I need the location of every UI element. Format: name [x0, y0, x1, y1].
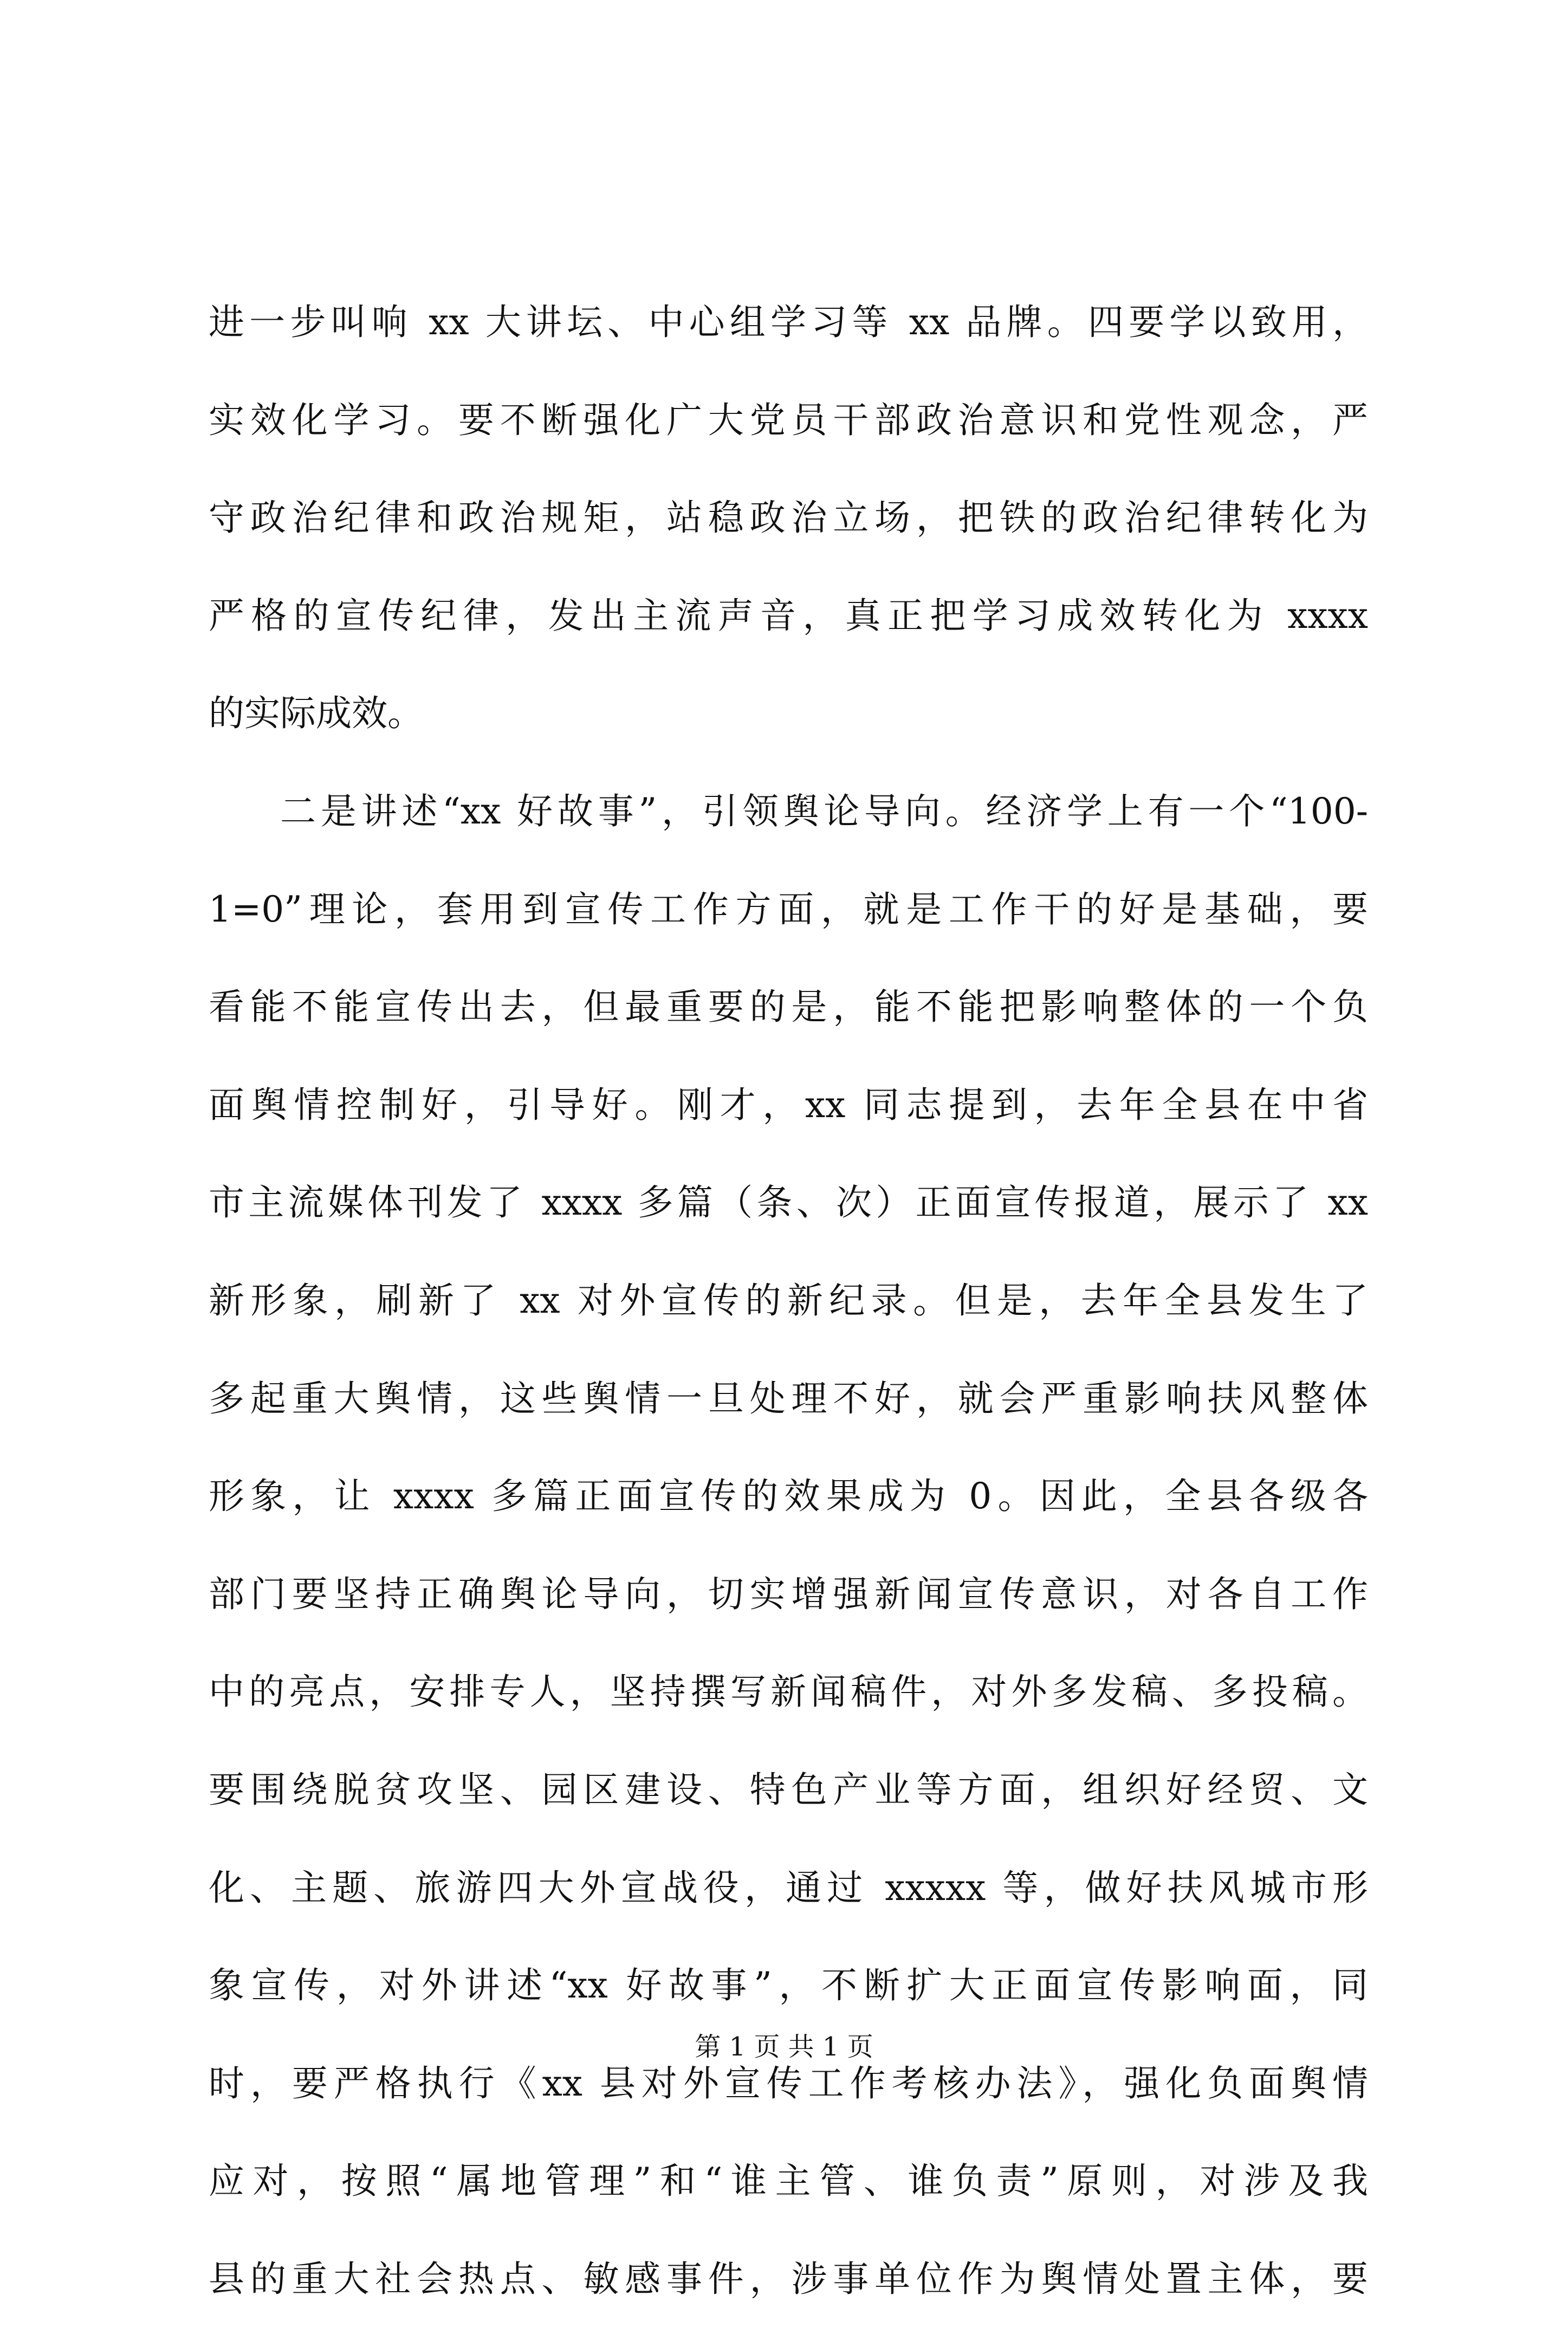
text-line: 1=0”理论，套用到宣传工作方面，就是工作干的好是基础，要 — [209, 888, 1368, 930]
text-line: 进一步叫响 xx 大讲坛、中心组学习等 xx 品牌。四要学以致用， — [209, 301, 1368, 343]
text-line: 多起重大舆情，这些舆情一旦处理不好，就会严重影响扶风整体 — [209, 1377, 1368, 1419]
text-line: 化、主题、旅游四大外宣战役，通过 xxxxx 等，做好扶风城市形 — [209, 1866, 1368, 1909]
text-line: 应对，按照“属地管理”和“谁主管、谁负责”原则，对涉及我 — [209, 2160, 1368, 2202]
text-line: 要围绕脱贫攻坚、园区建设、特色产业等方面，组织好经贸、文 — [209, 1768, 1368, 1811]
text-line: 二是讲述“xx 好故事”，引领舆论导向。经济学上有一个“100- — [280, 790, 1368, 832]
text-line: 形象，让 xxxx 多篇正面宣传的效果成为 0。因此，全县各级各 — [209, 1475, 1368, 1518]
text-line: 守政治纪律和政治规矩，站稳政治立场，把铁的政治纪律转化为 — [209, 497, 1368, 539]
text-line: 实效化学习。要不断强化广大党员干部政治意识和党性观念，严 — [209, 399, 1368, 441]
text-line: 县的重大社会热点、敏感事件，涉事单位作为舆情处置主体，要 — [209, 2258, 1368, 2300]
text-line: 面舆情控制好，引导好。刚才，xx 同志提到，去年全县在中省 — [209, 1084, 1368, 1126]
text-line: 象宣传，对外讲述“xx 好故事”，不断扩大正面宣传影响面，同 — [209, 1964, 1368, 2007]
text-line: 时，要严格执行《xx 县对外宣传工作考核办法》，强化负面舆情 — [209, 2062, 1368, 2104]
body-text — [209, 274, 1368, 2328]
paragraph — [209, 763, 1368, 2328]
text-line: 部门要坚持正确舆论导向，切实增强新闻宣传意识，对各自工作 — [209, 1573, 1368, 1615]
text-line: 看能不能宣传出去，但最重要的是，能不能把影响整体的一个负 — [209, 986, 1368, 1028]
paragraph — [209, 274, 1368, 763]
text-line: 的实际成效。 — [209, 692, 423, 735]
text-line: 中的亮点，安排专人，坚持撰写新闻稿件，对外多发稿、多投稿。 — [209, 1671, 1368, 1713]
page-number-footer: 第 1 页 共 1 页 — [695, 2032, 873, 2062]
text-line: 市主流媒体刊发了 xxxx 多篇（条、次）正面宣传报道，展示了 xx — [209, 1182, 1368, 1224]
text-line: 新形象，刷新了 xx 对外宣传的新纪录。但是，去年全县发生了 — [209, 1279, 1368, 1321]
text-line: 严格的宣传纪律，发出主流声音，真正把学习成效转化为 xxxx — [209, 594, 1368, 637]
